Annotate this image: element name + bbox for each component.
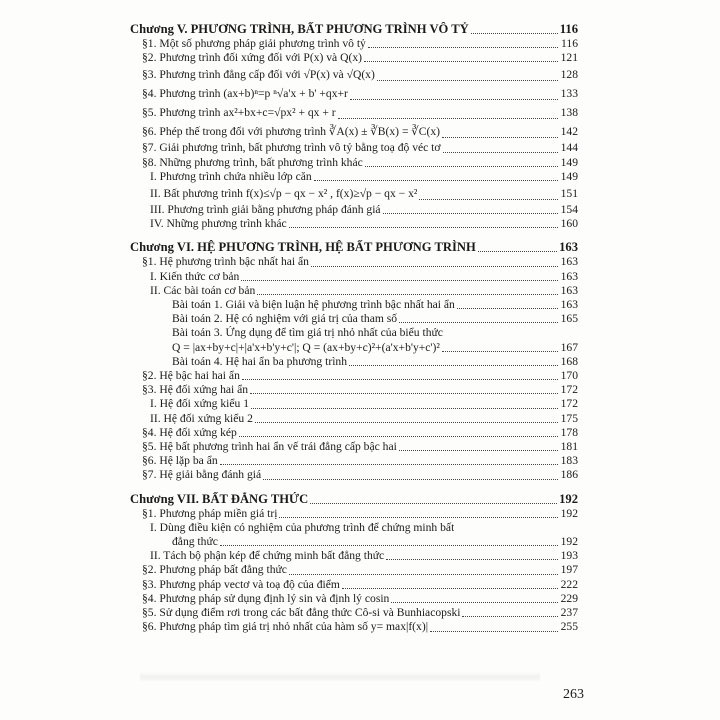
subsection-entry — [130, 270, 578, 284]
section-entry — [130, 103, 578, 122]
section-entry — [130, 65, 578, 84]
dot-leader — [462, 615, 558, 617]
section-entry — [130, 369, 578, 383]
chapter-heading-page: 116 — [559, 22, 578, 36]
subsection-entry — [130, 298, 578, 312]
subsection-entry-text: II. Bất phương trình f(x)≤√p − qx − x² , f(x)≥√p − qx − x² — [150, 187, 418, 201]
subsection-entry — [130, 326, 578, 340]
section-entry-text: §7. Giải phương trình, bất phương trình vô tỷ bằng toạ độ véc tơ — [142, 141, 441, 155]
subsection-entry — [130, 170, 578, 184]
section-entry — [130, 507, 578, 521]
section-entry-page: 186 — [560, 468, 578, 482]
section-entry — [130, 592, 578, 606]
dot-leader — [445, 337, 558, 338]
section-entry — [130, 440, 578, 454]
section-entry-page: 170 — [560, 369, 578, 383]
dot-leader — [383, 212, 558, 214]
section-entry — [130, 563, 578, 577]
subsection-entry-text: Bài toán 1. Giải và biện luận hệ phương trình bậc nhất hai ẩn — [172, 298, 455, 312]
section-entry-text: §6. Phép thế trong đối với phương trình ∛A(x) ± ∛B(x) = ∛C(x) — [142, 125, 441, 139]
section-entry-page: 116 — [561, 37, 578, 50]
dot-leader — [220, 463, 558, 465]
chapter-heading-page: 163 — [559, 240, 578, 255]
dot-leader — [430, 630, 558, 632]
dot-leader — [399, 321, 558, 323]
dot-leader — [399, 449, 558, 451]
dot-leader — [386, 558, 558, 560]
dot-leader — [443, 151, 558, 153]
subsection-entry-text: III. Phương trình giải bằng phương pháp đánh giá — [150, 203, 381, 217]
dot-leader — [263, 478, 558, 480]
section-entry-page: 237 — [560, 606, 578, 620]
section-entry-text: §2. Hệ bậc hai hai ẩn — [142, 369, 240, 383]
subsection-entry-text: II. Các bài toán cơ bản — [150, 283, 256, 297]
section-entry-text: §1. Hệ phương trình bậc nhất hai ẩn — [142, 255, 309, 269]
chapter-heading-text: Chương VII. BẤT ĐẲNG THỨC — [130, 491, 309, 506]
section-entry-page: 149 — [560, 155, 578, 169]
dot-leader — [377, 79, 558, 81]
section-entry — [130, 578, 578, 592]
section-entry-page: 181 — [560, 440, 578, 454]
subsection-entry-text: đẳng thức — [172, 535, 218, 549]
section-entry-page: 128 — [560, 68, 578, 82]
chapter-gap — [130, 231, 578, 240]
dot-leader — [338, 117, 558, 119]
section-entry-text: §2. Phương pháp bất đẳng thức — [142, 563, 287, 577]
dot-leader — [279, 516, 558, 518]
subsection-entry-page: 154 — [560, 203, 578, 217]
section-entry-page: 192 — [560, 506, 578, 520]
dot-leader — [314, 179, 558, 181]
subsection-entry-page: 160 — [560, 217, 578, 231]
subsection-entry-page: 167 — [560, 340, 578, 354]
subsection-entry — [130, 521, 578, 535]
dot-leader — [251, 407, 558, 409]
dot-leader — [419, 198, 558, 200]
dot-leader — [239, 435, 558, 437]
section-entry-text: §6. Hệ lặp ba ẩn — [142, 454, 218, 468]
section-entry — [130, 454, 578, 468]
dot-leader — [220, 544, 558, 546]
section-entry — [130, 51, 578, 65]
chapter-gap — [130, 483, 578, 492]
section-entry — [130, 84, 578, 103]
subsection-entry — [130, 397, 578, 411]
dot-leader — [442, 350, 558, 352]
section-entry — [130, 468, 578, 482]
subsection-entry-text: I. Kiến thức cơ bản — [150, 269, 240, 283]
chapter-heading-text: Chương V. PHƯƠNG TRÌNH, BẤT PHƯƠNG TRÌNH VÔ TỶ — [130, 22, 469, 36]
section-entry-page: 197 — [560, 563, 578, 577]
subsection-entry — [130, 312, 578, 326]
chapter-heading — [130, 240, 578, 255]
table-of-contents — [130, 22, 578, 635]
section-entry — [130, 37, 578, 51]
section-entry — [130, 156, 578, 170]
dot-leader — [457, 307, 558, 309]
dot-leader — [257, 293, 558, 295]
dot-leader — [250, 392, 558, 394]
subsection-entry-page: 163 — [560, 283, 578, 297]
page-fold-shadow — [140, 672, 540, 682]
section-entry-page: 178 — [560, 425, 578, 439]
subsection-entry-page: 168 — [560, 354, 578, 368]
section-entry-text: §4. Hệ đối xứng kép — [142, 425, 237, 439]
dot-leader — [311, 265, 558, 267]
subsection-entry-text: Q = |ax+by+c|+|a'x+b'y+c'|; Q = (ax+by+c)²+(a'x+b'y+c')² — [172, 340, 440, 354]
subsection-entry-page: 163 — [560, 269, 578, 283]
dot-leader — [365, 165, 558, 167]
subsection-entry — [130, 184, 578, 203]
subsection-entry — [130, 217, 578, 231]
section-entry — [130, 383, 578, 397]
subsection-entry-text: I. Dùng điều kiện có nghiệm của phương trình để chứng minh bất — [150, 520, 455, 534]
section-entry-page: 142 — [560, 125, 578, 139]
section-entry-text: §5. Phương trình ax²+bx+c=√px² + qx + r — [142, 106, 336, 120]
subsection-entry-text: I. Hệ đối xứng kiểu 1 — [150, 397, 250, 411]
subsection-entry — [130, 549, 578, 563]
subsection-entry-page: 192 — [560, 535, 578, 549]
dot-leader — [349, 364, 558, 366]
section-entry-page: 144 — [560, 141, 578, 155]
subsection-entry — [130, 341, 578, 355]
section-entry — [130, 255, 578, 269]
subsection-entry — [130, 203, 578, 217]
section-entry — [130, 122, 578, 141]
dot-leader — [478, 250, 557, 252]
section-entry-page: 172 — [560, 383, 578, 397]
section-entry-page: 133 — [560, 87, 578, 101]
subsection-entry-text: II. Tách bộ phận kép để chứng minh bất đẳng thức — [150, 549, 385, 563]
section-entry-page: 229 — [560, 591, 578, 605]
subsection-entry — [130, 355, 578, 369]
section-entry-text: §3. Hệ đối xứng hai ẩn — [142, 383, 249, 397]
section-entry-text: §5. Hệ bất phương trình hai ẩn vế trái đẳng cấp bậc hai — [142, 440, 397, 454]
section-entry-text: §3. Phương pháp vectơ và toạ độ của điểm — [142, 577, 340, 591]
dot-leader — [350, 98, 558, 100]
dot-leader — [471, 32, 558, 34]
subsection-entry — [130, 412, 578, 426]
section-entry-text: §6. Phương pháp tìm giá trị nhỏ nhất của hàm số y= max|f(x)| — [142, 620, 429, 634]
dot-leader — [391, 601, 558, 603]
subsection-entry-text: Bài toán 3. Ứng dụng để tìm giá trị nhỏ nhất của biểu thức — [172, 326, 443, 340]
dot-leader — [310, 502, 557, 504]
section-entry-text: §8. Những phương trình, bất phương trình khác — [142, 155, 363, 169]
page-number: 263 — [563, 687, 584, 702]
section-entry-page: 163 — [560, 255, 578, 269]
section-entry-text: §7. Hệ giải bằng đánh giá — [142, 468, 262, 482]
section-entry — [130, 620, 578, 634]
subsection-entry-page: 163 — [560, 298, 578, 312]
subsection-entry-page: 172 — [560, 397, 578, 411]
subsection-entry-page: 151 — [560, 187, 578, 201]
subsection-entry-page: 193 — [560, 549, 578, 563]
subsection-entry — [130, 535, 578, 549]
dot-leader — [342, 587, 558, 589]
dot-leader — [364, 60, 558, 62]
subsection-entry-text: IV. Những phương trình khác — [150, 217, 287, 231]
dot-leader — [289, 226, 558, 228]
section-entry-page: 121 — [560, 51, 578, 65]
section-entry-page: 255 — [560, 620, 578, 634]
dot-leader — [242, 378, 558, 380]
subsection-entry-text: I. Phương trình chứa nhiều lớp căn — [150, 169, 312, 183]
section-entry-text: §1. Một số phương pháp giải phương trình vô tỷ — [142, 37, 366, 50]
section-entry-text: §1. Phương pháp miền giá trị — [142, 506, 278, 520]
section-entry — [130, 606, 578, 620]
chapter-heading — [130, 22, 578, 37]
section-entry-page: 138 — [560, 106, 578, 120]
subsection-entry-text: Bài toán 4. Hệ hai ẩn ba phương trình — [172, 354, 348, 368]
section-entry — [130, 141, 578, 155]
section-entry-text: §3. Phương trình đẳng cấp đối với √P(x) và √Q(x) — [142, 68, 375, 82]
subsection-entry-text: II. Hệ đối xứng kiểu 2 — [150, 411, 253, 425]
section-entry-page: 183 — [560, 454, 578, 468]
section-entry-page: 222 — [560, 577, 578, 591]
subsection-entry-page: 175 — [560, 411, 578, 425]
subsection-entry-page: 149 — [560, 169, 578, 183]
subsection-entry-page: 165 — [560, 312, 578, 326]
dot-leader — [368, 46, 558, 48]
chapter-heading — [130, 492, 578, 507]
dot-leader — [289, 573, 558, 575]
section-entry-text: §2. Phương trình đối xứng đối với P(x) và Q(x) — [142, 51, 362, 65]
section-entry-text: §5. Sử dụng điểm rơi trong các bất đẳng thức Cô-si và Bunhiacopski — [142, 606, 461, 620]
section-entry-text: §4. Phương pháp sử dụng định lý sin và định lý cosin — [142, 591, 390, 605]
dot-leader — [456, 531, 558, 532]
section-entry-text: §4. Phương trình (ax+b)ⁿ=p ⁿ√a'x + b' +qx+r — [142, 87, 348, 101]
subsection-entry-text: Bài toán 2. Hệ có nghiệm với giá trị của tham số — [172, 312, 398, 326]
section-entry — [130, 426, 578, 440]
chapter-heading-page: 192 — [559, 491, 578, 506]
dot-leader — [255, 421, 558, 423]
subsection-entry — [130, 284, 578, 298]
chapter-heading-text: Chương VI. HỆ PHƯƠNG TRÌNH, HỆ BẤT PHƯƠNG TRÌNH — [130, 240, 476, 255]
dot-leader — [241, 279, 558, 281]
dot-leader — [442, 136, 558, 138]
